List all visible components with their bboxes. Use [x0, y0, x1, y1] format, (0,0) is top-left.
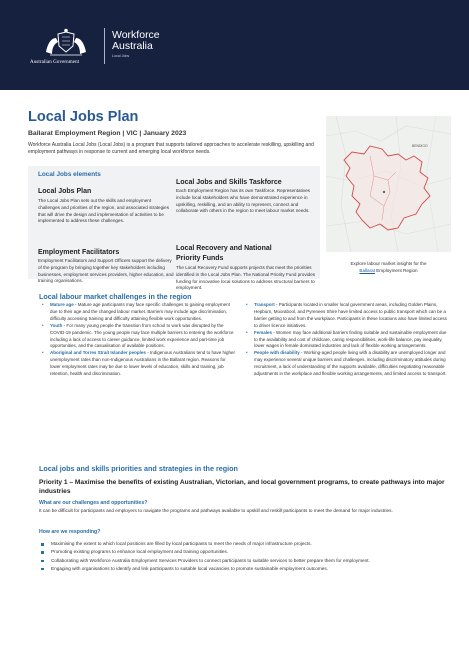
challenges-answer: It can be difficult for participants and employers to navigate the programs and pathways available to upskill and reskill participants to meet the demand for major industries. — [39, 508, 393, 513]
list-item-text: Engaging with organisations to identify and link participants to suitable local vacancies to promote sustainable employment outcomes. — [51, 565, 328, 571]
map-caption-tail: Employment Region — [374, 267, 418, 273]
ballarat-map-link[interactable]: Ballarat — [359, 267, 375, 273]
recovery-heading-line-2: Priority Funds — [176, 255, 224, 262]
challenge-item — [40, 323, 236, 351]
square-bullet-icon — [41, 543, 44, 546]
region-map[interactable] — [326, 116, 451, 252]
bullet-icon: • — [42, 302, 44, 307]
elements-heading: Local Jobs elements — [38, 171, 101, 178]
list-item-text: Maximising the extent to which local positions are filled by local participants to meet the needs of major infrastructure projects. — [51, 541, 312, 546]
local-jobs-elements-panel — [28, 166, 320, 291]
challenges-right-column — [244, 302, 447, 378]
square-bullet-icon — [41, 551, 44, 554]
challenges-left-column — [40, 302, 236, 378]
map-caption — [326, 261, 451, 274]
challenge-text: - For many young people the transition from school to work was disrupted by the COVID-19 pandemic. The young people may face multiple barriers to entering the workforce including a lack of access to career guidance, limited work experience and part-time job opportunities, and the casualisation of available positions. — [50, 322, 234, 349]
plan-text: The Local Jobs Plan sets out the skills and employment challenges and priorities of the region, and associated strategies that will drive the design and implementation of activities to be implemented to address these challenges. — [38, 198, 170, 224]
logo-divider — [104, 28, 105, 64]
challenge-label: Females — [254, 329, 273, 335]
challenge-label: Transport — [254, 302, 275, 307]
square-bullet-icon — [41, 568, 44, 571]
challenges-heading: Local labour market challenges in the region — [39, 292, 192, 301]
plan-heading: Local Jobs Plan — [38, 188, 92, 195]
recovery-heading-line-1: Local Recovery and National — [176, 245, 272, 252]
challenges-question: What are our challenges and opportunities? — [39, 500, 148, 506]
list-item — [39, 540, 449, 548]
priorities-heading: Local jobs and skills priorities and strategies in the region — [39, 464, 238, 473]
coat-of-arms-icon — [36, 28, 96, 58]
challenge-item — [244, 350, 447, 378]
list-item — [39, 548, 449, 556]
bullet-icon: • — [246, 350, 248, 356]
challenge-item — [40, 350, 236, 378]
list-item — [39, 565, 449, 573]
challenge-text: - Women may face additional barriers finding suitable and sustainable employment due to the availability and cost of childcare, caring responsibilities, work-life balance, pay inequality, lower wages in female dominated industries and lack of flexible working arrangements. — [254, 329, 447, 349]
challenge-label: Youth — [50, 322, 63, 328]
responding-list — [39, 540, 449, 573]
bullet-icon: • — [246, 302, 248, 307]
challenge-text: - Mature age participants may face specific challenges to gaining employment due to their age and the changed labour market. Barriers may include age discrimination, difficulty accessing training and difficulty attaining flexible work opportunities. — [50, 302, 230, 321]
bullet-icon: • — [42, 350, 44, 356]
bullet-icon: • — [246, 329, 248, 335]
challenge-text: - Indigenous Australians tend to have higher unemployment rates than non-Indigenous Australians in the Ballarat region. Reasons for lower employment rates may be due to lower levels of education, skills and training, job retention, health and discrimination. — [50, 350, 235, 377]
brand-subtitle: Local Jobs — [112, 54, 130, 58]
square-bullet-icon — [41, 560, 44, 563]
challenge-item — [244, 330, 447, 351]
challenge-label: People with disability — [254, 350, 300, 356]
facilitators-heading: Employment Facilitators — [38, 249, 120, 256]
taskforce-text: Each Employment Region has its own Taskforce. Representatives include local stakeholders who have demonstrated experience in upskilling, reskilling, and an ability to represent, connect and collaborate with others in the region to meet labour market needs. — [176, 188, 310, 214]
priority-1-title: Priority 1 – Maximise the benefits of existing Australian, Victorian, and local government programs, to create pathways into major industries — [39, 479, 445, 495]
recovery-text: The Local Recovery Fund supports projects that meet the priorities identified in the Local Jobs Plan. The National Priority Fund provides funding for innovative local solutions to address structural barriers to employment. — [176, 265, 316, 291]
taskforce-heading: Local Jobs and Skills Taskforce — [176, 179, 282, 186]
intro-paragraph: Workforce Australia Local Jobs (Local Jobs) is a program that supports tailored approaches to accelerate reskilling, upskilling and employment pathways in response to current and emerging local workforce needs. — [28, 142, 314, 155]
bullet-icon: • — [42, 322, 44, 328]
list-item-text: Promoting existing programs to enhance local employment and training opportunities. — [51, 549, 229, 555]
challenge-text: - Participants located in smaller local government areas, including Golden Plains, Hepburn, Moorabool, and Pyrenees Shire have limited access to public transport which can be a barrier getting to and from the workplace. Participants in these locations also have limited access to driver licence initiatives. — [254, 302, 447, 328]
responding-question: How are we responding? — [39, 529, 101, 535]
page-subtitle: Ballarat Employment Region | VIC | January 2023 — [28, 130, 187, 137]
page-title: Local Jobs Plan — [28, 109, 139, 125]
map-graphic — [326, 116, 451, 252]
list-item — [39, 557, 449, 565]
brand-line-1: Workforce — [112, 29, 160, 41]
challenge-label: Mature age — [50, 302, 74, 307]
challenge-text: - Working-aged people living with a disability are unemployed longer and may experience several unique barriers and challenges, including discriminatory attitudes during recruitment, a lack of understanding of the supports available, difficulties negotiating reasonable adjustments in the workplace and flexible working arrangements, and limited access to transport. — [254, 350, 447, 377]
page-header — [0, 0, 469, 90]
government-name: Australian Government — [30, 60, 80, 65]
map-caption-line-1: Explore labour market insights for the — [350, 261, 427, 266]
facilitators-text: Employment Facilitators and Support Officers support the delivery of the program by bringing together key stakeholders including businesses, employment services providers, higher education, and training organisations. — [38, 258, 174, 284]
challenge-item — [244, 302, 447, 330]
challenge-label: Aboriginal and Torres Strait Islander peoples — [50, 350, 146, 356]
brand-line-2: Australia — [112, 40, 153, 52]
map-place-label: BENDIGO — [412, 144, 428, 148]
list-item-text: Collaborating with Workforce Australia Employment Services Providers to connect participants to suitable services to better prepare them for employment. — [51, 557, 370, 563]
challenge-item — [40, 302, 236, 323]
